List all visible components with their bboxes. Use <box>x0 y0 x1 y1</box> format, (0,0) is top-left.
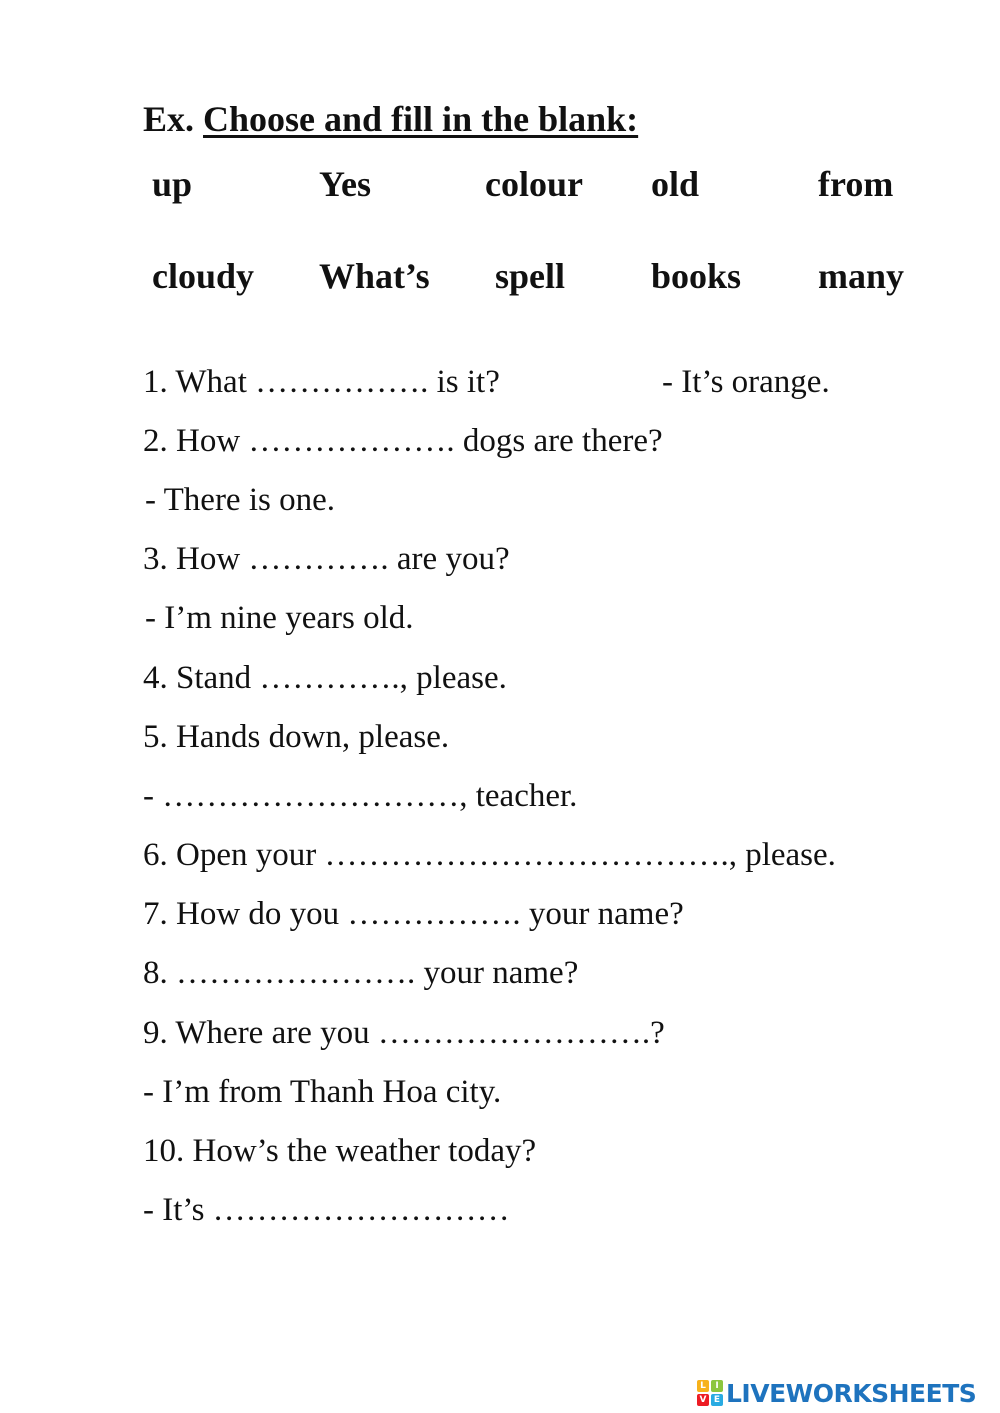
question-7: 7. How do you ……………. your name? <box>143 896 684 932</box>
word-bank-from: from <box>818 164 894 204</box>
exercise-heading: Choose and fill in the blank: <box>203 99 639 139</box>
exercise-prefix: Ex. <box>143 99 195 139</box>
logo-mark-l: L <box>697 1380 709 1392</box>
word-bank-many: many <box>818 256 905 296</box>
question-9: 9. Where are you …………………….? <box>143 1015 665 1051</box>
answer-9: - I’m from Thanh Hoa city. <box>143 1074 502 1110</box>
question-1: 1. What ……………. is it? <box>143 364 500 400</box>
answer-3: - I’m nine years old. <box>145 600 414 636</box>
logo-mark-v: V <box>697 1394 709 1406</box>
word-bank-up: up <box>152 164 193 204</box>
word-bank-spell: spell <box>495 256 566 296</box>
question-4: 4. Stand …………., please. <box>143 660 507 696</box>
word-bank-cloudy: cloudy <box>152 256 255 296</box>
exercise-title <box>143 98 638 140</box>
answer-2: - There is one. <box>145 482 335 518</box>
word-bank-old: old <box>651 164 700 204</box>
question-6: 6. Open your ………………………………., please. <box>143 837 836 873</box>
question-10: 10. How’s the weather today? <box>143 1133 537 1169</box>
liveworksheets-logo <box>697 1376 976 1410</box>
question-5: 5. Hands down, please. <box>143 719 450 755</box>
liveworksheets-logo-icon <box>697 1380 723 1406</box>
logo-mark-i: I <box>711 1380 723 1392</box>
word-bank-colour: colour <box>485 164 583 204</box>
question-8: 8. …………………. your name? <box>143 955 579 991</box>
word-bank-whats: What’s <box>319 256 430 296</box>
word-bank-yes: Yes <box>319 164 371 204</box>
question-3: 3. How …………. are you? <box>143 541 510 577</box>
liveworksheets-logo-text: LIVEWORKSHEETS <box>726 1378 977 1408</box>
answer-1: - It’s orange. <box>662 364 830 400</box>
answer-5: - ………………………, teacher. <box>143 778 578 814</box>
word-bank-books: books <box>651 256 742 296</box>
question-2: 2. How ………………. dogs are there? <box>143 423 663 459</box>
answer-10: - It’s ……………………… <box>143 1192 510 1228</box>
logo-mark-e: E <box>711 1394 723 1406</box>
